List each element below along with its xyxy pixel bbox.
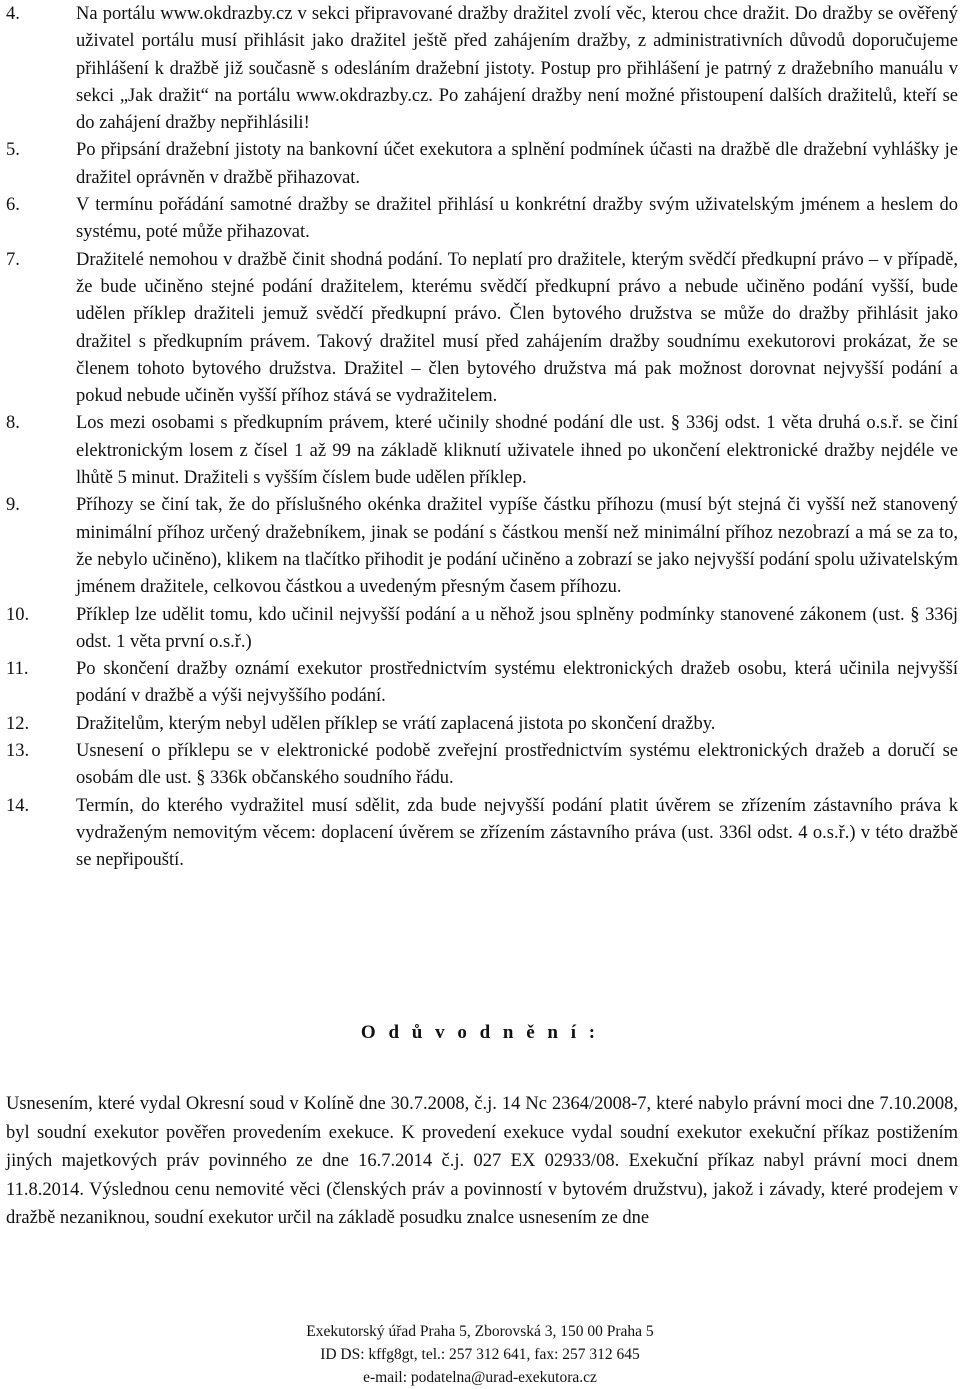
page-footer [0,1320,960,1389]
item-number: 13. [6,741,30,762]
footer-address: Exekutorský úřad Praha 5, Zborovská 3, 150 00 Praha 5 [306,1323,654,1340]
list-item-6 [6,192,958,247]
list-item-10 [6,602,958,657]
list-item-4 [6,1,958,137]
item-number: 5. [6,140,20,161]
item-text: Dražitelům, kterým nebyl udělen příklep se vrátí zaplacená jistota po skončení dražby. [76,713,716,734]
item-text: Na portálu www.okdrazby.cz v sekci připravované dražby dražitel zvolí věc, kterou chce dražit. Do dražby se ověřený uživatel portálu musí přihlásit jako dražitel ještě před zahájením dražby, z administrativních důvodů doporučujeme přihlášení k dražbě již současně s odesláním dražební jistoty. Postup pro přihlášení je patrný z dražebního manuálu v sekci „Jak dražit“ na portálu www.okdrazby.cz. Po zahájení dražby není možné přistoupení dalších dražitelů, kteří se do zahájení dražby nepřihlásili! [76,4,958,134]
list-item-7 [6,247,958,411]
footer-email: e-mail: podatelna@urad-exekutora.cz [363,1369,597,1386]
item-number: 8. [6,413,20,434]
list-item-8 [6,410,958,492]
list-item-5 [6,137,958,192]
item-text: Po připsání dražební jistoty na bankovní účet exekutora a splnění podmínek účasti na dražbě dle dražební vyhlášky je dražitel oprávněn v dražbě přihazovat. [76,140,958,188]
item-number: 6. [6,195,20,216]
item-text: V termínu pořádání samotné dražby se dražitel přihlásí u konkrétní dražby svým uživatelským jménem a heslem do systému, poté může přihazovat. [76,195,958,243]
item-number: 7. [6,249,20,270]
item-text: Dražitelé nemohou v dražbě činit shodná podání. To neplatí pro dražitele, kterým svědčí předkupní právo – v případě, že bude učiněno stejné podání dražitelem, kterému svědčí předkupní právo a nebude učiněno podání vyšší, bude udělen příklep dražiteli jemuž svědčí předkupní právo. Člen bytového družstva se může do dražby přihlásit jako dražitel s předkupním právem. Takový dražitel musí před zahájením dražby soudnímu exekutorovi prokázat, že se členem tohoto bytového družstva. Dražitel – člen bytového družstva má pak možnost dorovnat nejvyšší podání a pokud nebude učiněn vyšší příhoz stává se vydražitelem. [76,249,958,407]
numbered-list [6,0,958,875]
footer-contact: ID DS: kffg8gt, tel.: 257 312 641, fax: 257 312 645 [320,1346,640,1363]
item-number: 9. [6,495,20,516]
item-number: 14. [6,795,30,816]
section-heading: O d ů v o d n ě n í : [360,1022,600,1043]
item-text: Termín, do kterého vydražitel musí sdělit, zda bude nejvyšší podání platit úvěrem se zřízením zástavního práva k vydraženým nemovitým věcem: doplacení úvěrem se zřízením zástavního práva (ust. 336l odst. 4 o.s.ř.) v této dražbě se nepřipouští. [76,795,958,871]
list-item-12 [6,711,958,738]
list-item-13 [6,738,958,793]
reasoning-paragraph: Usnesením, které vydal Okresní soud v Kolíně dne 30.7.2008, č.j. 14 Nc 2364/2008-7, které nabylo právní moci dne 7.10.2008, byl soudní exekutor pověřen provedením exekuce. K provedení exekuce vydal soudní exekutor exekuční příkaz postižením jiných majetkových práv povinného ze dne 16.7.2014 č.j. 027 EX 02933/08. Exekuční příkaz nabyl právní moci dnem 11.8.2014. Výslednou cenu nemovité věci (členských práv a povinností v bytovém družstvu), jakož i závady, které prodejem v dražbě nezaniknou, soudní exekutor určil na základě posudku znalce usnesením ze dne [6,1094,958,1228]
item-text: Usnesení o příklepu se v elektronické podobě zveřejní prostřednictvím systému elektronických dražeb a doručí se osobám dle ust. § 336k občanského soudního řádu. [76,741,958,789]
list-item-9 [6,492,958,601]
item-text: Příhozy se činí tak, že do příslušného okénka dražitel vypíše částku příhozu (musí být stejná či vyšší než stanovený minimální příhoz určený dražebníkem, jinak se podání s částkou menší než minimální příhoz nezobrazí a má se za to, že nebylo učiněno), klikem na tlačítko přihodit je podání učiněno a zobrazí se jako nejvyšší podání spolu uživatelským jménem dražitele, celkovou částkou a uvedeným přesným časem příhozu. [76,495,958,598]
list-item-11 [6,656,958,711]
item-number: 12. [6,713,30,734]
item-text: Los mezi osobami s předkupním právem, které učinily shodné podání dle ust. § 336j odst. 1 věta druhá o.s.ř. se činí elektronickým losem z čísel 1 až 99 na základě kliknutí uživatele ihned po ukončení elektronické dražby nejdéle ve lhůtě 5 minut. Dražiteli s vyšším číslem bude udělen příklep. [76,413,958,489]
item-text: Příklep lze udělit tomu, kdo učinil nejvyšší podání a u něhož jsou splněny podmínky stanovené zákonem (ust. § 336j odst. 1 věta první o.s.ř.) [76,604,958,652]
item-number: 4. [6,4,20,24]
list-item-14 [6,793,958,875]
item-number: 11. [6,659,29,680]
item-text: Po skončení dražby oznámí exekutor prostřednictvím systému elektronických dražeb osobu, která učinila nejvyšší podání v dražbě a výši nejvyššího podání. [76,659,958,707]
item-number: 10. [6,604,30,625]
